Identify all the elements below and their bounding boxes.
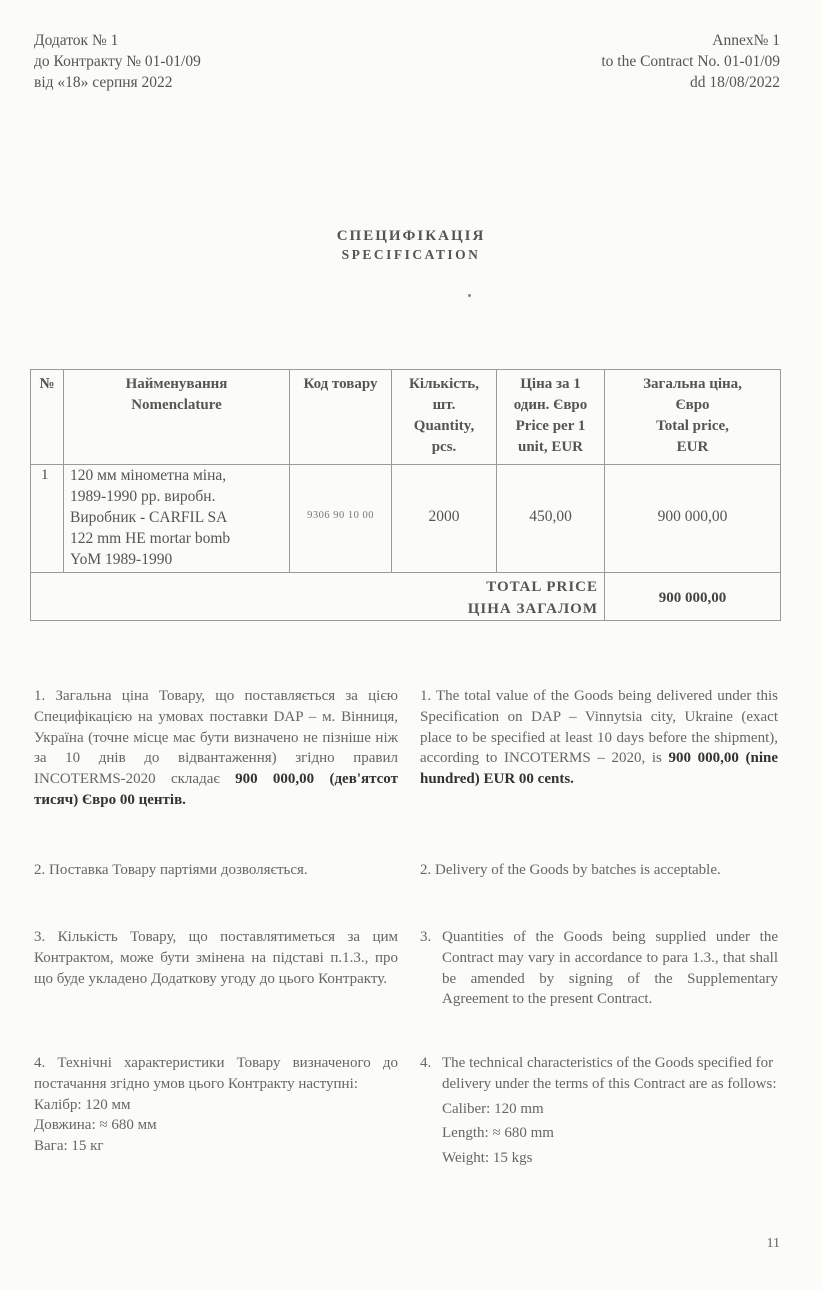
header-total-price: Загальна ціна, Євро Total price, EUR	[605, 370, 781, 465]
spec-weight-uk: Вага: 15 кг	[34, 1138, 104, 1155]
document-title	[0, 226, 822, 264]
spec-length-uk: Довжина: ≈ 680 мм	[34, 1117, 157, 1134]
spec-caliber-uk: Калібр: 120 мм	[34, 1096, 131, 1113]
table-row	[31, 465, 781, 573]
spec-length-en: Length: ≈ 680 mm	[442, 1125, 554, 1142]
item-total-price: 900 000,00	[605, 465, 781, 573]
clause-1-uk: 1. Загальна ціна Товару, що поставляється за цією Специфікацією на умовах поставки DAP – м. Вінниця, Україна (точне місце має бути визначено не пізніше ніж за 10 днів до відвантаження) згідно правил INCOTERMS-2020 складає 900 000,00 (дев'ятсот тисяч) Євро 00 центів.	[34, 688, 398, 808]
table-header-row	[31, 370, 781, 465]
row-number: 1	[31, 465, 64, 573]
contract-number-en: to the Contract No. 01-01/09	[601, 53, 780, 70]
header-right	[601, 30, 780, 93]
contract-number-uk: до Контракту № 01-01/09	[34, 53, 201, 70]
annex-number-uk: Додаток № 1	[34, 32, 119, 49]
header-left	[34, 30, 201, 93]
page-number: 11	[766, 1236, 780, 1251]
specification-table	[30, 369, 781, 621]
contract-date-uk: від «18» серпня 2022	[34, 74, 173, 91]
header-code: Код товару	[290, 370, 392, 465]
item-unit-price: 450,00	[497, 465, 605, 573]
header-unit-price: Ціна за 1 один. Євро Price per 1 unit, EUR	[497, 370, 605, 465]
spec-caliber-en: Caliber: 120 mm	[442, 1100, 544, 1117]
header-quantity: Кількість, шт. Quantity, pcs.	[392, 370, 497, 465]
total-price-value: 900 000,00	[605, 573, 781, 621]
annex-number-en: Annex№ 1	[712, 32, 780, 49]
header-no: №	[31, 370, 64, 465]
total-price-label: TOTAL PRICE ЦІНА ЗАГАЛОМ	[31, 573, 605, 621]
clause-3-number: 3.	[420, 929, 432, 945]
item-quantity: 2000	[392, 465, 497, 573]
clause-2-uk: 2. Поставка Товару партіями дозволяється.	[34, 862, 308, 878]
clause-1-en: 1. The total value of the Goods being delivered under this Specification on DAP – Vinnytsia city, Ukraine (exact place to be specified at least 10 days before the shipment), according to INCOTERMS – 2020, is 900 000,00 (nine hundred) EUR 00 cents.	[420, 688, 778, 788]
clause-4-uk: 4. Технічні характеристики Товару визначеного до постачання згідно умов цього Контракту наступні: Калібр: 120 мм Довжина: ≈ 680 мм Вага: 15 кг	[34, 1053, 398, 1157]
contract-date-en: dd 18/08/2022	[690, 74, 780, 91]
title-en: SPECIFICATION	[341, 247, 481, 262]
table-total-row	[31, 573, 781, 621]
item-code: 9306 90 10 00	[290, 465, 392, 573]
clause-4-en: 4. The technical characteristics of the Goods specified for delivery under the terms of this Contract are as follows: Caliber: 120 mm Length: ≈ 680 mm Weight: 15 kgs	[420, 1053, 778, 1169]
clause-4-number: 4.	[420, 1055, 432, 1071]
clause-2-en: 2. Delivery of the Goods by batches is acceptable.	[420, 862, 721, 878]
item-name: 120 мм мінометна міна, 1989-1990 рр. виробн. Виробник - CARFIL SA 122 mm HE mortar bomb YoM 1989-1990	[64, 465, 290, 573]
stray-dot	[468, 294, 471, 297]
header-name: Найменування Nomenclature	[64, 370, 290, 465]
title-uk: СПЕЦИФІКАЦІЯ	[336, 228, 486, 244]
spec-weight-en: Weight: 15 kgs	[442, 1150, 533, 1167]
clause-3-en: 3. Quantities of the Goods being supplied under the Contract may vary in accordance to para 1.3., that shall be amended by signing of the Supplementary Agreement to the present Contract.	[420, 929, 778, 1008]
clause-3-uk: 3. Кількість Товару, що поставлятиметься за цим Контрактом, може бути змінена на підставі п.1.3., про що буде укладено Додаткову угоду до цього Контракту.	[34, 929, 398, 987]
